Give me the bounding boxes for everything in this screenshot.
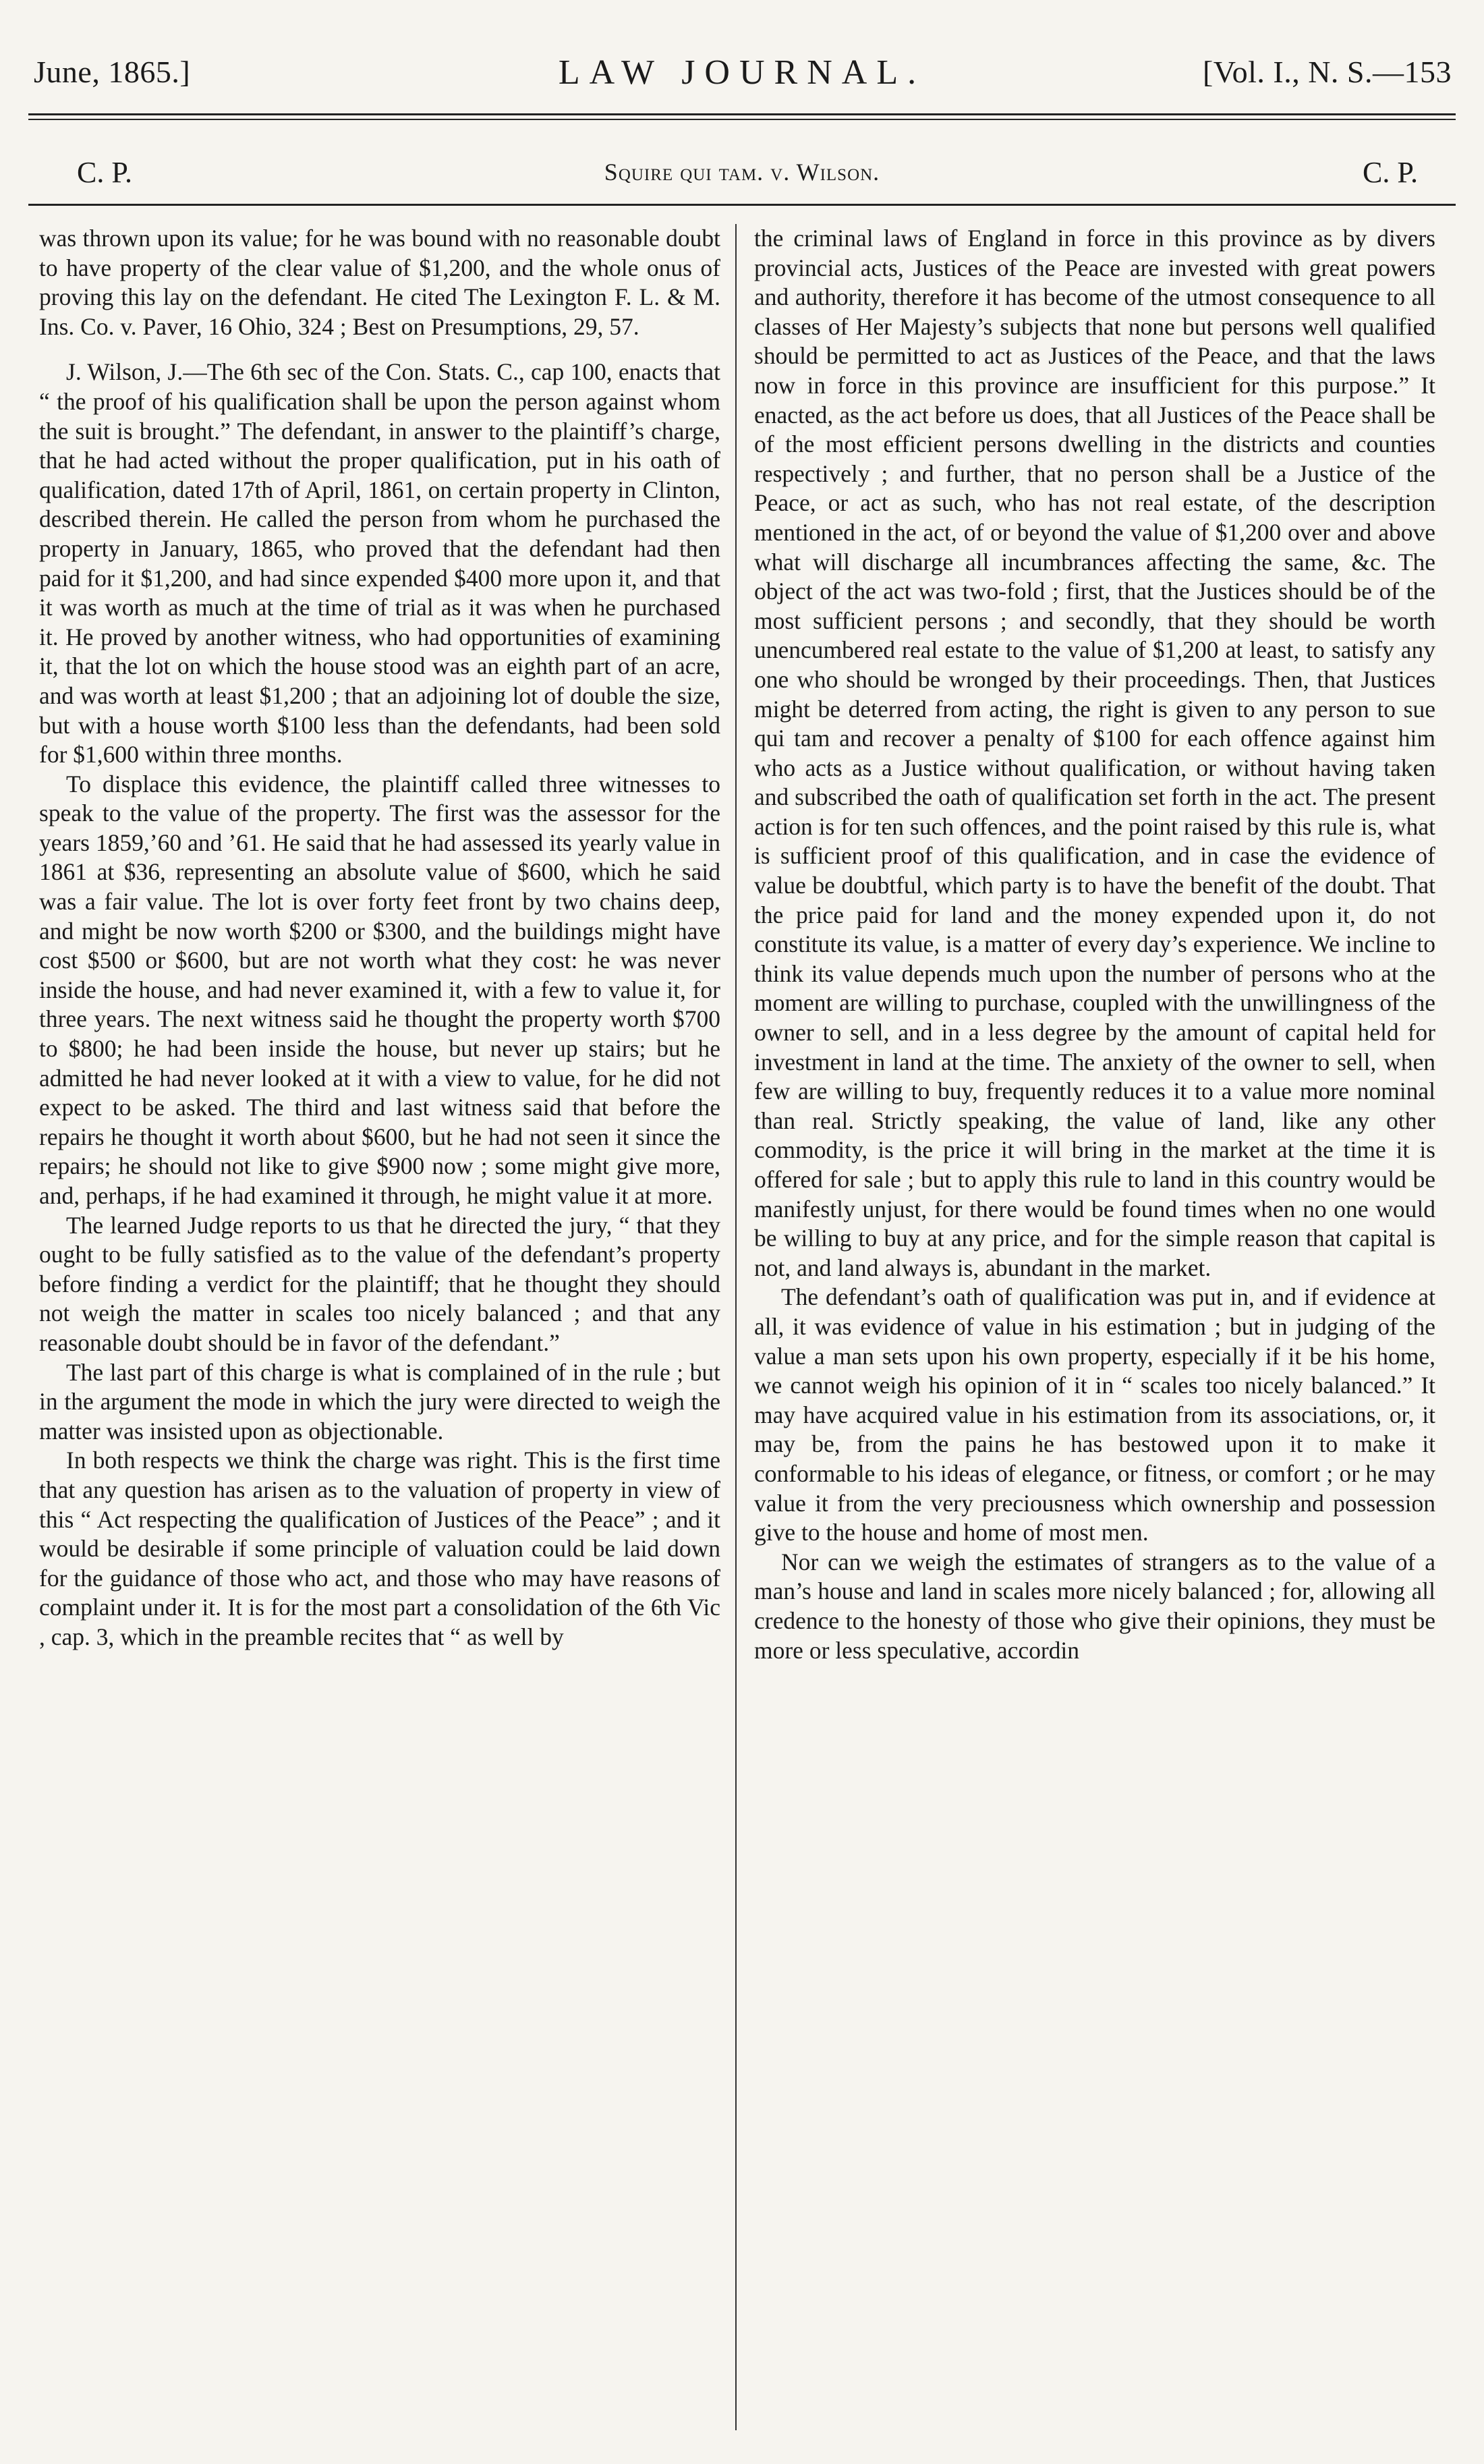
case-title: Squire qui tam. v. Wilson.: [604, 159, 880, 186]
paragraph: was thrown upon its value; for he was bound with no reasonable doubt to have property of the clear value of $1,200, and the whole onus of proving this lay on the defendant. He cited The Lexington F. L. & M. Ins. Co. v. Paver, 16 Ohio, 324 ; Best on Presumptions, 29, 57.: [39, 225, 720, 340]
running-head: [28, 47, 1456, 101]
journal-title: LAW JOURNAL.: [558, 53, 926, 92]
paragraph: The defendant’s oath of qualification was put in, and if evidence at all, it was evidence of value in his estimation ; but in judging of the value a man sets upon his own property, especially if it be his home, we cannot weigh his opinion of it in “ scales too nicely balanced.” It may have acquired value in his estimation from its associations, or, it may be, from the pains he has bestowed upon it to make it conformable to his ideas of elegance, or fitness, or comfort ; or he may value it from the very preciousness which ownership and possession give to the house and home of most men.: [754, 1283, 1435, 1546]
paragraph: Nor can we weigh the estimates of strangers as to the value of a man’s house and land in scales more nicely balanced ; for, allowing all credence to the honesty of those who give their opinions, they must be more or less speculative, accordin: [754, 1548, 1435, 1664]
body-columns: [28, 224, 1456, 2449]
court-abbrev-right: C. P.: [1363, 156, 1418, 189]
paragraph: J. Wilson, J.—The 6th sec of the Con. Stats. C., cap 100, enacts that “ the proof of his qualification shall be upon the person against whom the suit is brought.” The defendant, in answer to the plaintiff’s charge, that he had acted without the proper qualification, put in his oath of qualification, dated 17th of April, 1861, on certain property in Clinton, described therein. He called the person from whom he purchased the property in January, 1865, who proved that the defendant had then paid for it $1,200, and had since expended $400 more upon it, and that it was worth as much at the time of trial as it was when he purchased it. He proved by another witness, who had opportunities of examining it, that the lot on which the house stood was an eighth part of an acre, and was worth at least $1,200 ; that an adjoining lot of double the size, but with a house worth $100 less than the defendants, had been sold for $1,600 within three months.: [39, 358, 720, 768]
paragraph: In both respects we think the charge was right. This is the first time that any question has arisen as to the valuation of property in view of this “ Act respecting the qualification of Justices of the Peace” ; and it would be desirable if some principle of valuation could be laid down for the guidance of those who act, and those who may have reasons of complaint under it. It is for the most part a consolidation of the 6th Vic , cap. 3, which in the preamble recites that “ as well by: [39, 1447, 720, 1650]
header-rule-thin: [28, 119, 1456, 120]
left-column: [39, 224, 720, 1652]
issue-date: June, 1865.]: [34, 55, 191, 89]
case-header: [28, 155, 1456, 196]
paragraph: The learned Judge reports to us that he directed the jury, “ that they ought to be fully satisfied as to the value of the defendant’s property before finding a verdict for the plaintiff; that he thought they should not weigh the matter in scales too nicely balanced ; and that any reasonable doubt should be in favor of the defendant.”: [39, 1211, 720, 1356]
right-column: [754, 224, 1435, 1665]
header-rule: [28, 113, 1456, 115]
paragraph: The last part of this charge is what is complained of in the rule ; but in the argument the mode in which the jury were directed to weigh the matter was insisted upon as objectionable.: [39, 1358, 720, 1445]
court-abbrev-left: C. P.: [77, 156, 132, 189]
case-header-rule: [28, 204, 1456, 206]
volume-page-number: [Vol. I., N. S.—153: [1202, 55, 1452, 89]
paragraph: the criminal laws of England in force in this province as by divers provincial acts, Justices of the Peace are invested with great powers and authority, therefore it has become of the utmost consequence to all classes of Her Majesty’s subjects that none but persons well qualified should be permitted to act as Justices of the Peace, and that the laws now in force in this province are insufficient for this purpose.” It enacted, as the act before us does, that all Justices of the Peace shall be of the most efficient persons dwelling in the districts and counties respectively ; and further, that no person shall be a Justice of the Peace, or act as such, who has not real estate, of the description mentioned in the act, of or beyond the value of $1,200 over and above what will discharge all incumbrances affecting the same, &c. The object of the act was two-fold ; first, that the Justices should be of the most sufficient persons ; and secondly, that they should be worth unencumbered real estate to the value of $1,200 at least, to satisfy any one who should be wronged by their proceedings. Then, that Justices might be deterred from acting, the right is given to any person to sue qui tam and recover a penalty of $100 for each offence against him who acts as a Justice without qualification, or without having taken and subscribed the oath of qualification set forth in the act. The present action is for ten such offences, and the point raised by this rule is, what is sufficient proof of this qualification, and in case the evidence of value be doubtful, which party is to have the benefit of the doubt. That the price paid for land and the money expended upon it, do not constitute its value, is a matter of every day’s experience. We incline to think its value depends much upon the number of persons who at the moment are willing to purchase, coupled with the unwillingness of the owner to sell, and in a less degree by the amount of capital held for investment in land at the time. The anxiety of the owner to sell, when few are willing to buy, frequently reduces it to a value more nominal than real. Strictly speaking, the value of land, like any other commodity, is the price it will bring in the market at the time it is offered for sale ; but to apply this rule to land in this country would be manifestly unjust, for there would be found times when no one would be willing to buy at any price, and for the simple reason that capital is not, and land always is, abundant in the market.: [754, 225, 1435, 1281]
paragraph: To displace this evidence, the plaintiff called three witnesses to speak to the value of the property. The first was the assessor for the years 1859,’60 and ’61. He said that he had assessed its yearly value in 1861 at $36, representing an absolute value of $600, which he said was a fair value. The lot is over forty feet front by two chains deep, and might be now worth $200 or $300, and the buildings might have cost $500 or $600, but are not worth what they cost: he was never inside the house, and had never examined it, with a few to value it, for three years. The next witness said he thought the property worth $700 to $800; he had been inside the house, but never up stairs; but he admitted he had never looked at it with a view to value, for he did not expect to be asked. The third and last witness said that before the repairs he thought it worth about $600, but he had not seen it since the repairs; he should not like to give $900 now ; some might give more, and, perhaps, if he had examined it through, he might value it at more.: [39, 770, 720, 1209]
journal-page: [28, 47, 1456, 2449]
column-divider: [735, 224, 737, 2430]
